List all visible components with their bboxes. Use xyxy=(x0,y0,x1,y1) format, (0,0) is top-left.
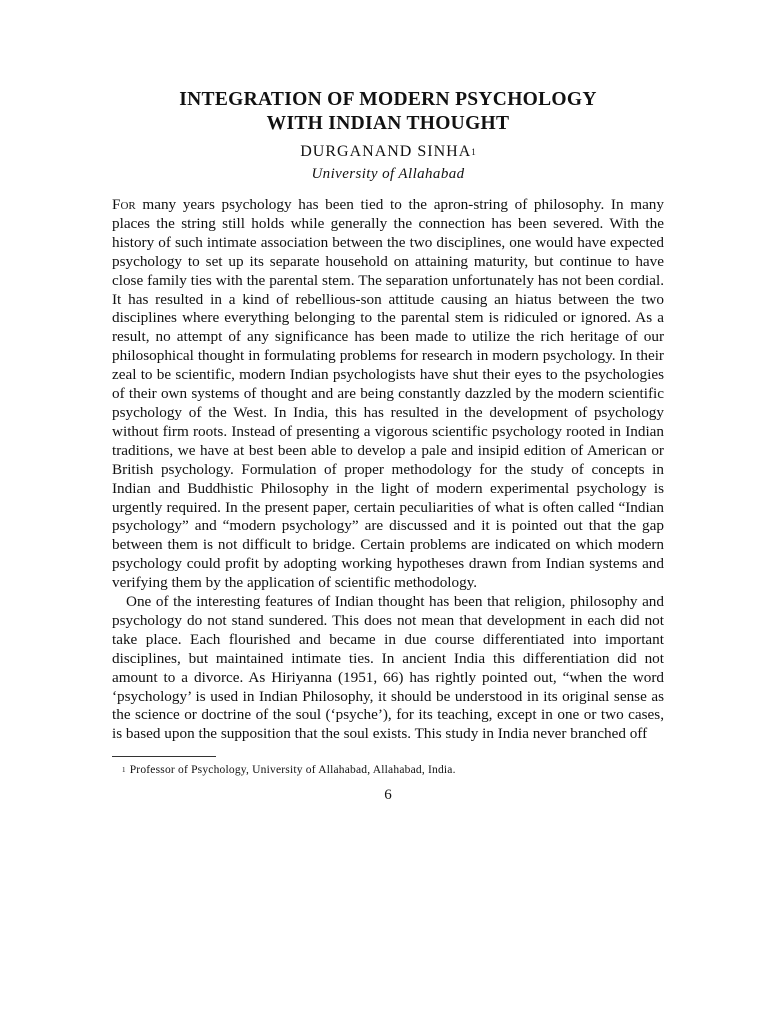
footnote xyxy=(112,763,664,777)
article-page xyxy=(112,88,664,804)
title-line-1: INTEGRATION OF MODERN PSYCHOLOGY xyxy=(179,89,597,110)
article-body xyxy=(112,196,664,744)
author-name xyxy=(112,142,664,162)
paragraph-1 xyxy=(112,196,664,593)
footnote-marker: 1 xyxy=(122,766,126,775)
page-number: 6 xyxy=(384,787,392,804)
article-title xyxy=(112,88,664,136)
footnote-divider xyxy=(112,756,216,757)
footnote-text: Professor of Psychology, University of Allahabad, Allahabad, India. xyxy=(129,764,456,777)
paragraph-lead-word: For xyxy=(112,196,136,213)
author-text: DURGANAND SINHA xyxy=(300,143,472,160)
paragraph-1-text: many years psychology has been tied to the apron-string of philosophy. In many places the string still holds while generally the connection has been severed. With the history of such intimate association between the two disciplines, one would have expected psychology to set up its separate household on attaining maturity, but continue to have close family ties with the parental stem. The separation unfortunately has not been cordial. It has resulted in a kind of rebellious-son attitude causing an hiatus between the two disciplines where everything belonging to the parental stem is ridiculed or ignored. As a result, no attempt of any significance has been made to utilize the rich heritage of our philosophical thought in formulating problems for research in modern psychology. In their zeal to be scientific, modern Indian psychologists have shut their eyes to the psychologies of their own systems of thought and are being constantly dazzled by the modern scientific psychology of the West. In India, this has resulted in the development of psychology without firm roots. Instead of presenting a vigorous scientific psychology rooted in Indian traditions, we have at best been able to develop a pale and insipid edition of American or British psychology. Formulation of proper methodology for the study of concepts in Indian and Buddhistic Philosophy in the light of modern experimental psychology is urgently required. In the present paper, certain peculiarities of what is often called “Indian psychology” and “modern psychology” are discussed and it is pointed out that the gap between them is not difficult to bridge. Certain problems are indicated on which modern psychology could profit by adopting working hypotheses drawn from Indian systems and verifying them by the application of scientific methodology. xyxy=(112,196,664,592)
paragraph-2: One of the interesting features of Indian thought has been that religion, philosophy and psychology do not stand sundered. This does not mean that development in each did not take place. Each flourished and became in due course differentiated into important disciplines, but maintained intimate ties. In ancient India this differentiation did not amount to a divorce. As Hiriyanna (1951, 66) has rightly pointed out, “when the word ‘psychology’ is used in Indian Philosophy, it should be understood in its original sense as the science or doctrine of the soul (‘psyche’), for its teaching, except in one or two cases, is based upon the supposition that the soul exists. This study in India never branched off xyxy=(112,593,664,743)
author-affiliation: University of Allahabad xyxy=(311,166,465,182)
title-line-2: WITH INDIAN THOUGHT xyxy=(266,113,510,134)
author-footnote-marker[interactable]: 1 xyxy=(471,147,476,157)
